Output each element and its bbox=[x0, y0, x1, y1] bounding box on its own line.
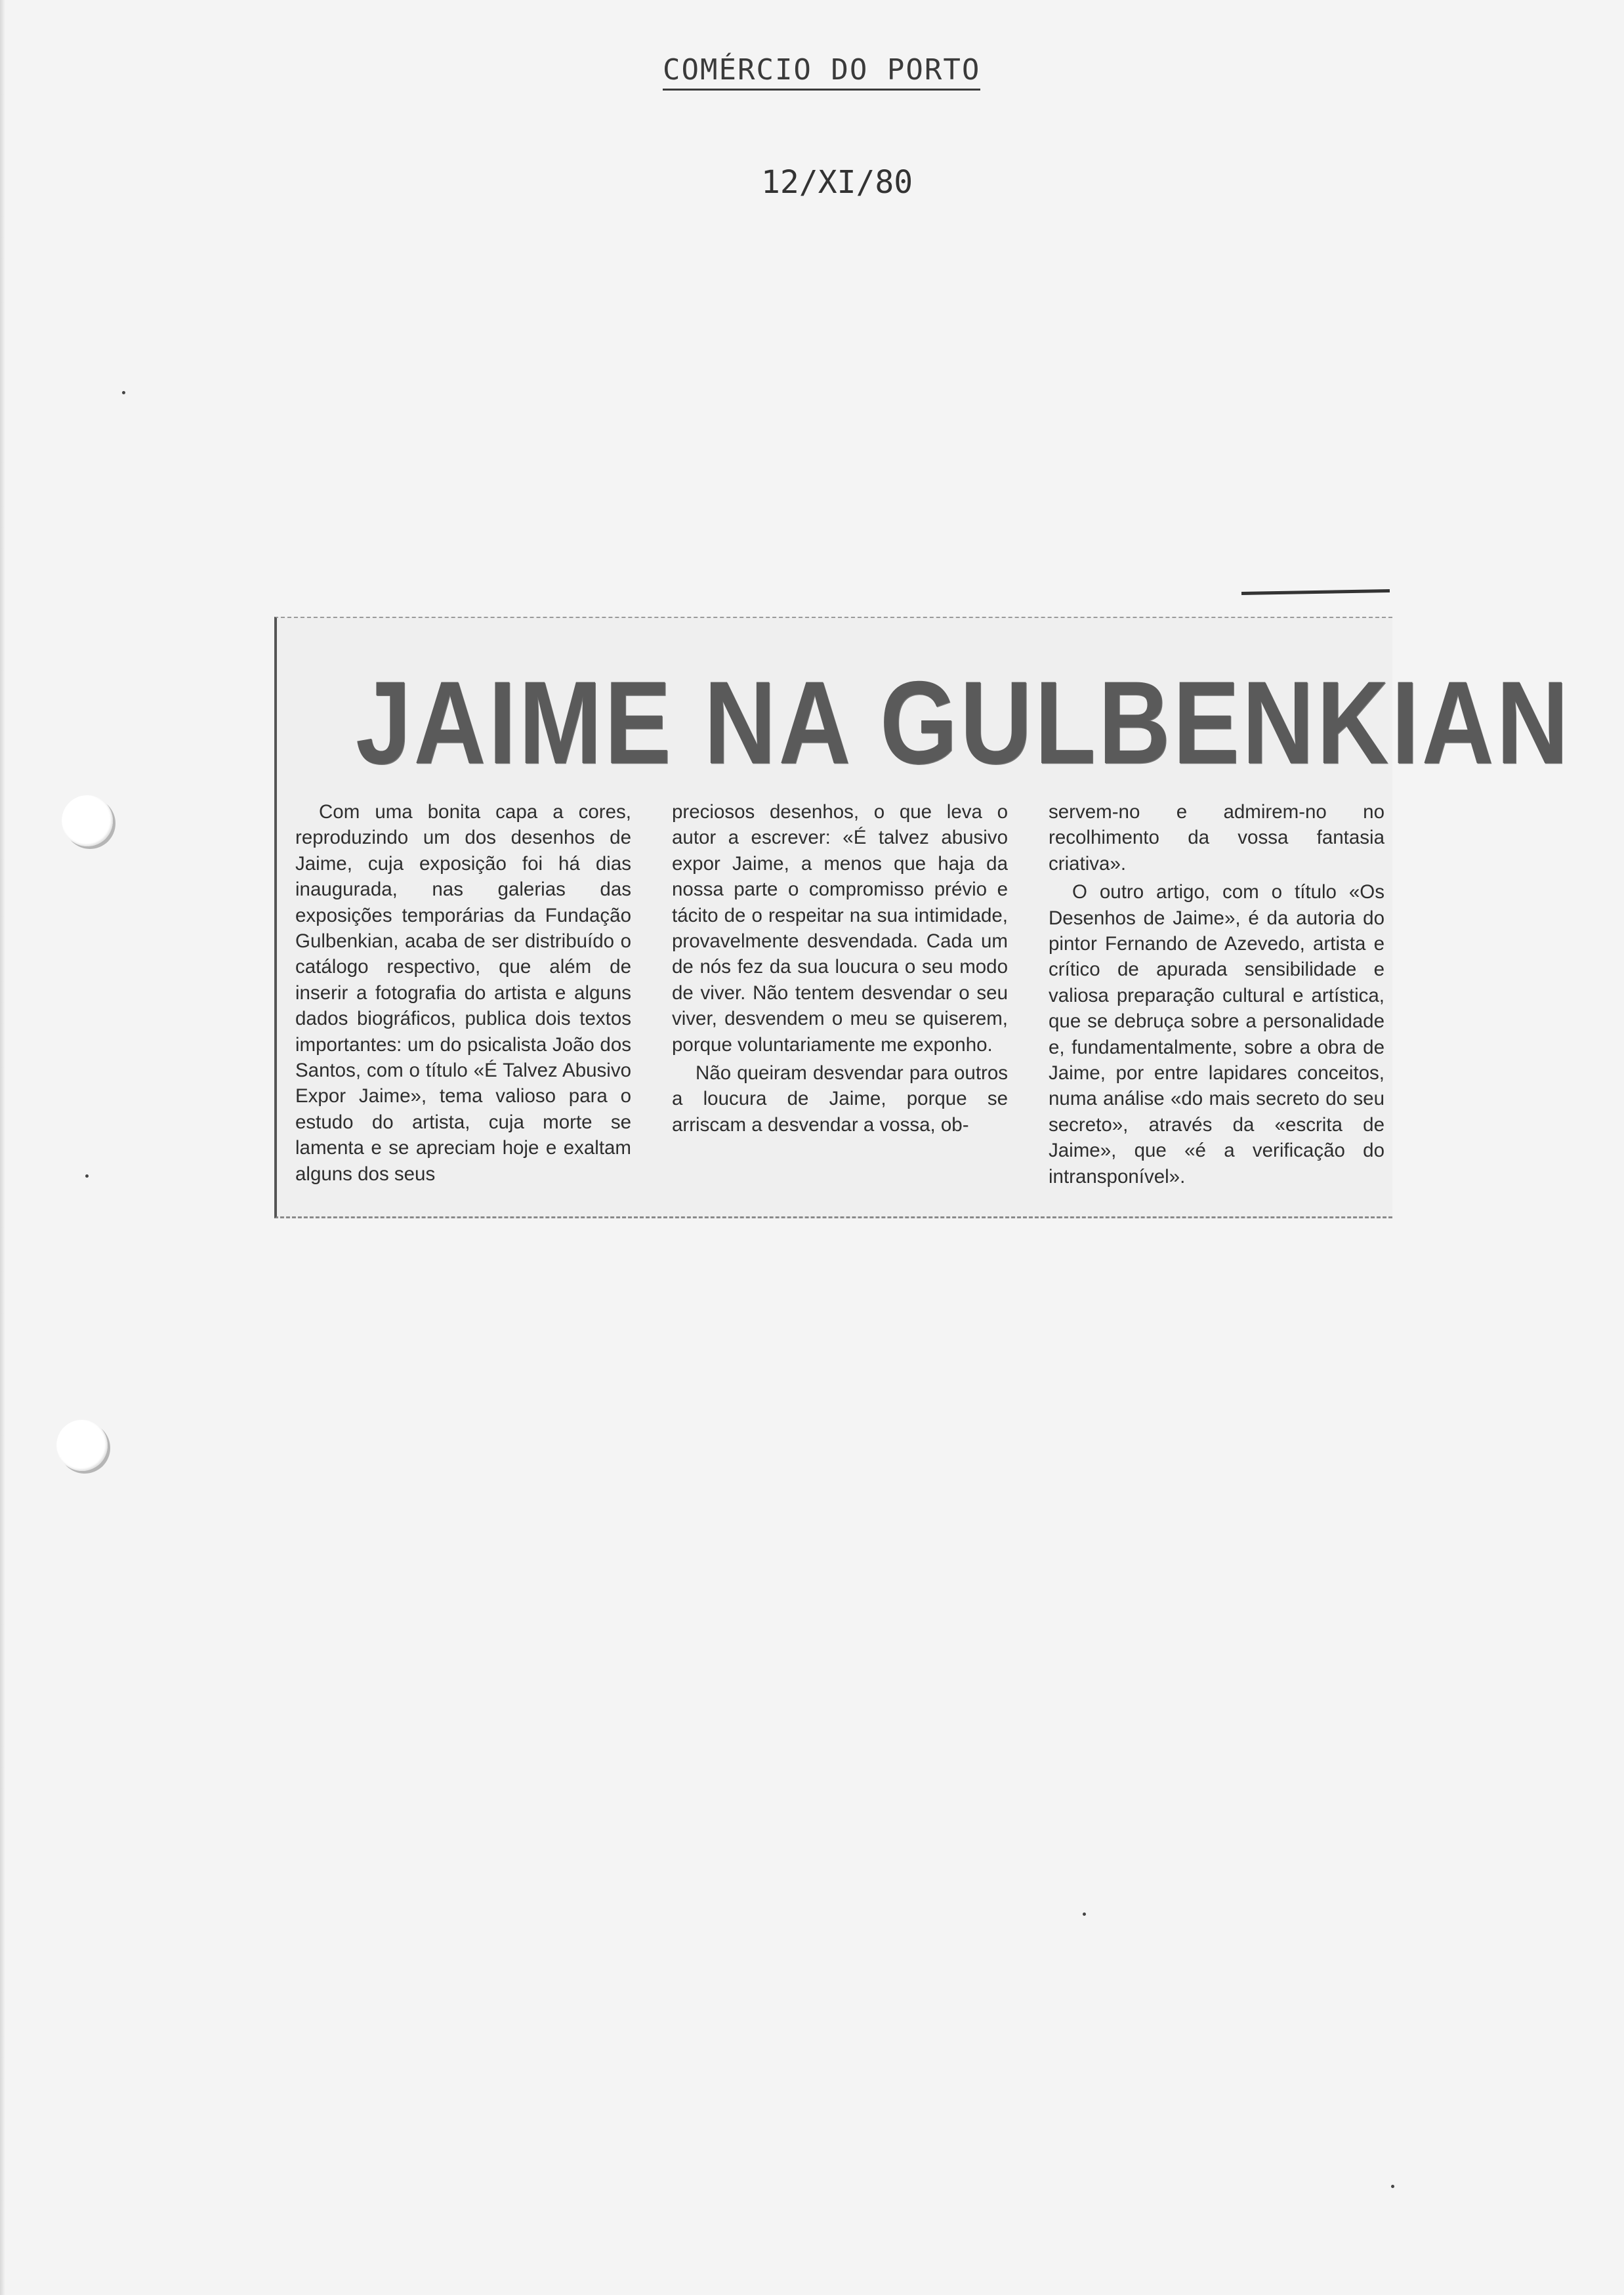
article-column-3 bbox=[1049, 799, 1385, 1189]
speck bbox=[85, 1174, 89, 1178]
speck bbox=[1391, 2185, 1394, 2188]
article-column-2 bbox=[672, 799, 1008, 1189]
clipping-date: 12/XI/80 bbox=[761, 164, 913, 201]
speck bbox=[122, 391, 125, 394]
speck bbox=[1083, 1912, 1086, 1916]
article-paragraph: Não queiram desvendar para outros a loucura de Jaime, porque se arriscam a desvendar a vossa, ob- bbox=[672, 1062, 1008, 1136]
newspaper-name: COMÉRCIO DO PORTO bbox=[663, 54, 980, 91]
clipping-edge-line bbox=[1241, 589, 1390, 595]
punch-hole bbox=[56, 1420, 108, 1471]
article-body bbox=[295, 799, 1385, 1189]
newspaper-clipping bbox=[274, 617, 1572, 1218]
article-paragraph: preciosos desenhos, o que leva o autor a escrever: «É talvez abusivo expor Jaime, a menos que haja da nossa parte o compromisso prévio e tácito de o respeitar na sua intimidade, provavelmente desvendada. Cada um de nós fez da sua loucura o seu modo de viver. Não tentem desvendar o seu viver, desvendem o meu se quiserem, porque voluntariamente me exponho. bbox=[672, 801, 1008, 1056]
article-headline: JAIME NA GULBENKIAN bbox=[356, 657, 1572, 789]
article-paragraph: servem-no e admirem-no no recolhimento da vossa fantasia criativa». bbox=[1049, 801, 1385, 875]
paper-edge bbox=[0, 0, 5, 2295]
article-column-1 bbox=[295, 799, 631, 1189]
article-paragraph: Com uma bonita capa a cores, reproduzindo um dos desenhos de Jaime, cuja exposição foi há dias inaugurada, nas galerias das exposições temporárias da Fundação Gulbenkian, acaba de ser distribuído o catálogo respectivo, que além de inserir a fotografia do artista e alguns dados biográficos, publica dois textos importantes: um do psicalista João dos Santos, com o título «É Talvez Abusivo Expor Jaime», tema valioso para o estudo do artista, cuja morte se lamenta e se apreciam hoje e exaltam alguns dos seus bbox=[295, 801, 631, 1185]
article-paragraph: O outro artigo, com o título «Os Desenhos de Jaime», é da autoria do pintor Fernando de Azevedo, artista e crítico de apurada sensibilidade e valiosa preparação cultural e artística, que se debruça sobre a personalidade e, fundamentalmente, sobre a obra de Jaime, por entre lapidares conceitos, numa análise «do mais secreto do seu secreto», através da «escrita de Jaime», que «é a verificação do intransponível». bbox=[1049, 881, 1385, 1188]
punch-hole bbox=[62, 795, 113, 846]
